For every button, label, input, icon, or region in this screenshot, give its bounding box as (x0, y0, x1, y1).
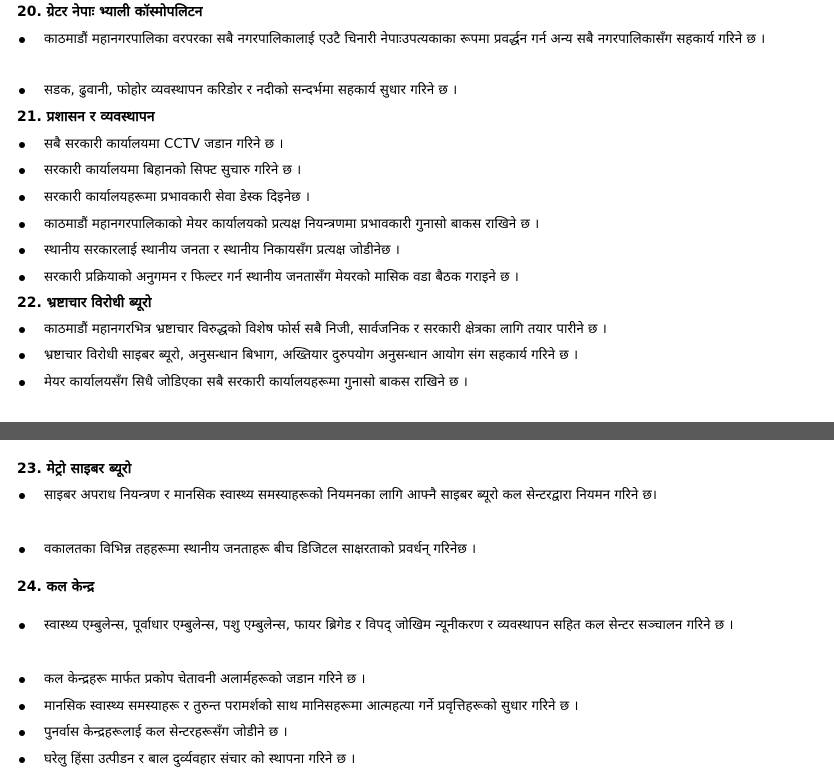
bullet-icon (19, 547, 25, 553)
bullet-icon (19, 88, 25, 94)
bullet-icon (19, 493, 25, 499)
bullet-icon (19, 195, 25, 201)
section-heading-21: 21. प्रशासन र व्यवस्थापन (17, 109, 155, 125)
document-page: 20. ग्रेटर नेपाः भ्याली कॉस्मोपलिटन काठमाडौं महानगरपालिका वरपरका सबै नगरपालिकालाई एउटै चिनारी नेपाःउपत्यकाका रूपमा प्रवर्द्धन गर्न अन्य सबै नगरपालिकासँग सहकार्य गरिने छ । सडक, ढुवानी, फोहोर व्यवस्थापन करिडोर र नदीको सन्दर्भमा सहकार्य सुधार गरिने छ । 21. प्रशासन र व्यवस्थापन सबै सरकारी कार्यालयमा CCTV जडान गरिने छ । सरकारी कार्यालयमा बिहानको सिफ्ट सुचारु गरिने छ । सरकारी कार्यालयहरूमा प्रभावकारी सेवा डेस्क दिइनेछ । काठमाडौं महानगरपालिकाको मेयर कार्यालयको प्रत्यक्ष नियन्त्रणमा प्रभावकारी गुनासो बाकस राखिने छ । स्थानीय सरकारलाई स्थानीय जनता र स्थानीय निकायसँग प्रत्यक्ष जोडीनेछ । सरकारी प्रक्रियाको अनुगमन र फिल्टर गर्न स्थानीय जनतासँग मेयरको मासिक वडा बैठक गराइने छ । 22. भ्रष्टाचार विरोधी ब्यूरो काठमाडौं महानगरभित्र भ्रष्टाचार विरुद्धको विशेष फोर्स सबै निजी, सार्वजनिक र सरकारी क्षेत्रका लागि तयार पारीने छ । भ्रष्टाचार विरोधी साइबर ब्यूरो, अनुसन्धान बिभाग, अख्तियार दुरुपयोग अनुसन्धान आयोग संग सहकार्य गरिने छ । मेयर कार्यालयसँग सिधै जोडिएका सबै सरकारी कार्यालयहरूमा गुनासो बाकस राखिने छ । 23. मेट्रो साइबर ब्यूरो साइबर अपराध नियन्त्रण र मानसिक स्वास्थ्य समस्याहरूको नियमनका लागि आफ्नै साइबर ब्यूरो कल सेन्टरद्वारा नियमन गरिने छ। वकालतका विभिन्न तहहरूमा स्थानीय जनताहरू बीच डिजिटल साक्षरताको प्रवर्धन् गरिनेछ । 24. कल केन्द्र स्वास्थ्य एम्बुलेन्स, पूर्वाधार एम्बुलेन्स, पशु एम्बुलेन्स, फायर ब्रिगेड र विपद् जोखिम न्यूनीकरण र व्यवस्थापन सहित कल सेन्टर सञ्चालन गरिने छ । कल केन्द्रहरू मार्फत प्रकोप चेतावनी अलार्महरूको जडान गरिने छ । मानसिक स्वास्थ्य समस्याहरू र तुरुन्त परामर्शको साथ मानिसहरूमा आत्महत्या गर्ने प्रवृत्तिहरूको सुधार गरिने छ । पुनर्वास केन्द्रहरूलाई कल सेन्टरहरूसँग जोडीने छ । घरेलु हिंसा उत्पीडन र बाल दुर्व्यवहार संचार को स्थापना गरिने छ । (0, 0, 834, 781)
bullet-icon (19, 623, 25, 629)
bullet-icon (19, 142, 25, 148)
bullet-icon (19, 353, 25, 359)
bullet-icon (19, 730, 25, 736)
bullet-icon (19, 677, 25, 683)
bullet-icon (19, 275, 25, 281)
section-heading-20: 20. ग्रेटर नेपाः भ्याली कॉस्मोपलिटन (17, 4, 203, 20)
bullet-icon (19, 327, 25, 333)
bullet-icon (19, 37, 25, 43)
bullet-icon (19, 248, 25, 254)
bullet-icon (19, 168, 25, 174)
section-heading-24: 24. कल केन्द्र (17, 579, 95, 595)
bullet-icon (19, 380, 25, 386)
bullet-icon (19, 757, 25, 763)
bullet-icon (19, 704, 25, 710)
section-heading-22: 22. भ्रष्टाचार विरोधी ब्यूरो (17, 295, 152, 311)
section-heading-23: 23. मेट्रो साइबर ब्यूरो (17, 461, 132, 477)
page-break-divider (0, 422, 834, 440)
bullet-icon (19, 222, 25, 228)
